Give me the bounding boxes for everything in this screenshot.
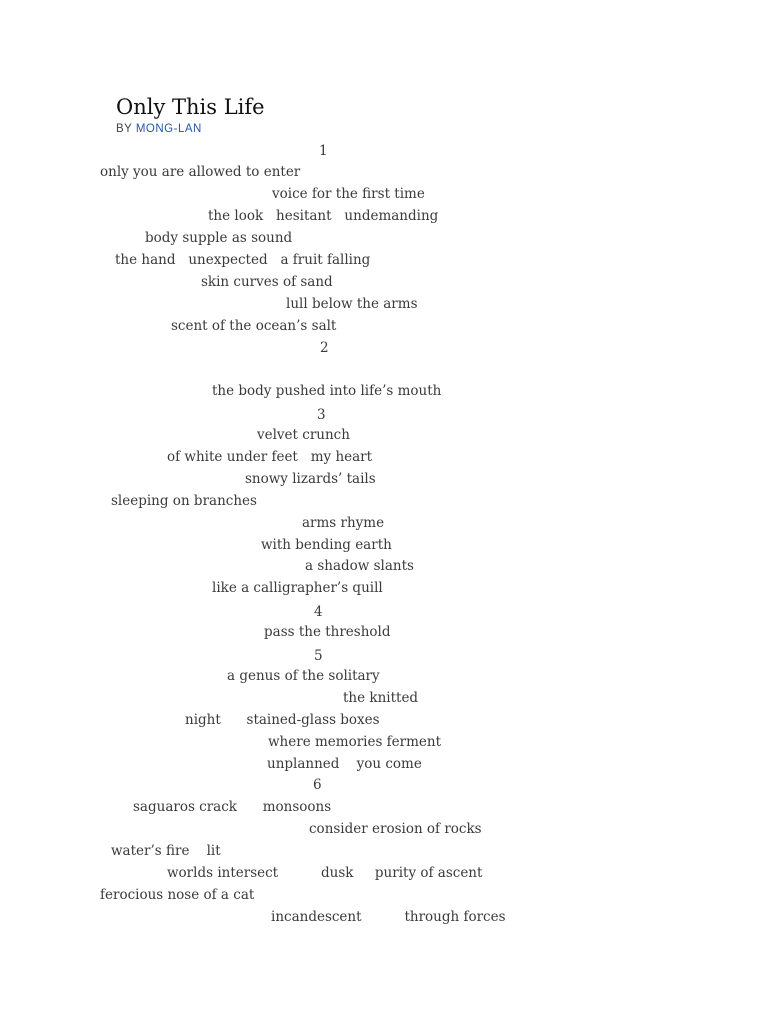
poem-line: consider erosion of rocks (309, 821, 482, 837)
poem-line: body supple as sound (145, 230, 293, 246)
poem-title: Only This Life (116, 95, 265, 119)
section-number: 1 (319, 143, 328, 159)
poem-line: water’s fire lit (111, 843, 221, 859)
section-number: 3 (317, 407, 326, 423)
poem-line: where memories ferment (268, 734, 442, 750)
poem-line: worlds intersect dusk purity of ascent (167, 865, 483, 881)
byline (116, 123, 202, 135)
byline-label: BY (116, 123, 133, 135)
poem-line: unplanned you come (267, 756, 422, 772)
poem-line: the knitted (343, 690, 419, 706)
poem-line: a shadow slants (305, 558, 414, 574)
poem-line: pass the threshold (264, 624, 391, 640)
poem-line: sleeping on branches (111, 493, 257, 509)
section-number: 2 (320, 340, 329, 356)
section-number: 4 (314, 604, 323, 620)
poem-line: only you are allowed to enter (100, 164, 301, 180)
section-number: 5 (314, 648, 323, 664)
poem-line: lull below the arms (286, 296, 418, 312)
poem-line: a genus of the solitary (227, 668, 380, 684)
poem-line: night stained-glass boxes (185, 712, 380, 728)
poem-line: snowy lizards’ tails (245, 471, 376, 487)
poem-line: incandescent through forces (271, 909, 506, 925)
poem-line: ferocious nose of a cat (100, 887, 255, 903)
poem-line: with bending earth (261, 537, 392, 553)
poem-line: velvet crunch (257, 427, 350, 443)
poem-line: the look hesitant undemanding (208, 208, 439, 224)
poem-line: scent of the ocean’s salt (171, 318, 337, 334)
poem-line: the body pushed into life’s mouth (212, 383, 442, 399)
poem-line: the hand unexpected a fruit falling (115, 252, 371, 268)
poem-line: skin curves of sand (201, 274, 333, 290)
poem-line: of white under feet my heart (167, 449, 373, 465)
poem-line: saguaros crack monsoons (133, 799, 332, 815)
poem-line: voice for the first time (272, 186, 425, 202)
author-link[interactable]: MONG-LAN (135, 123, 202, 135)
poem-line: arms rhyme (302, 515, 385, 531)
poem-line: like a calligrapher’s quill (212, 580, 383, 596)
section-number: 6 (313, 777, 322, 793)
